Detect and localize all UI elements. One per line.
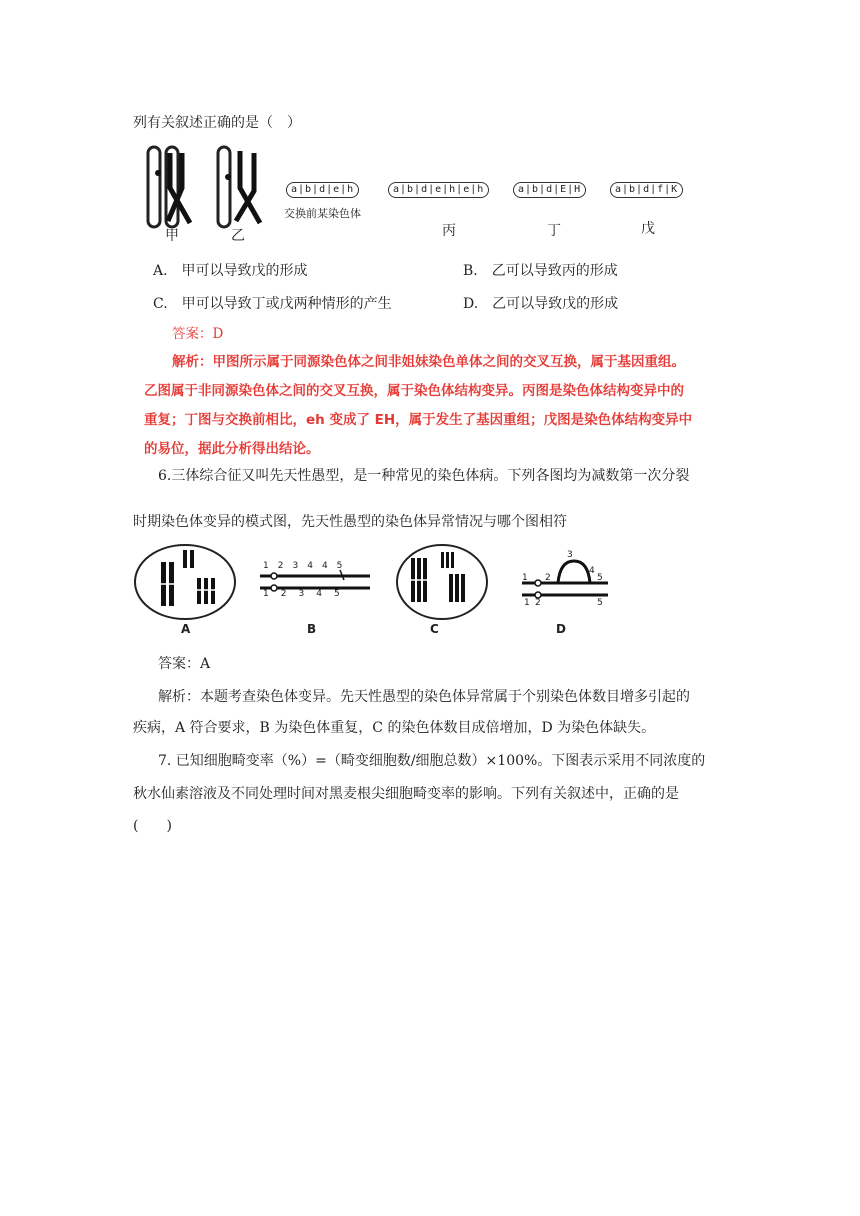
chromosome-bing: a|b|d|e|h|e|h bbox=[388, 182, 489, 198]
label-jia: 甲 bbox=[165, 228, 179, 244]
option-d: D. 乙可以导致戊的形成 bbox=[463, 296, 619, 312]
label-wu: 戊 bbox=[641, 221, 655, 237]
fig-d-num-2: 2 bbox=[545, 573, 551, 583]
fig-label-a: A bbox=[181, 622, 191, 636]
q7-line2: 秋水仙素溶液及不同处理时间对黑麦根尖细胞畸变率的影响。下列有关叙述中，正确的是 bbox=[133, 786, 679, 802]
fig-d-bottom-1: 1 bbox=[524, 598, 530, 608]
q6-analysis-line1: 解析：本题考查染色体变异。先天性愚型的染色体异常属于个别染色体数目增多引起的 bbox=[158, 689, 690, 705]
figure-a-trisomy bbox=[133, 542, 238, 622]
q7-line3: ( ) bbox=[133, 818, 172, 834]
caption-before: 交换前某染色体 bbox=[284, 207, 361, 220]
chromosome-ding: a|b|d|E|H bbox=[513, 182, 586, 198]
q5-analysis-line4: 的易位，据此分析得出结论。 bbox=[144, 441, 320, 457]
label-yi: 乙 bbox=[231, 228, 245, 244]
fig-d-bottom-5: 5 bbox=[597, 598, 603, 608]
option-c: C. 甲可以导致丁或戊两种情形的产生 bbox=[153, 296, 392, 312]
q6-stem-line2: 时期染色体变异的模式图，先天性愚型的染色体异常情况与哪个图相符 bbox=[133, 514, 567, 530]
chromosome-wu: a|b|d|f|K bbox=[610, 182, 683, 198]
fig-d-num-5: 5 bbox=[597, 573, 603, 583]
fig-b-top-numbers: 123445 bbox=[263, 561, 352, 571]
fig-d-num-3: 3 bbox=[567, 550, 573, 560]
label-ding: 丁 bbox=[547, 223, 561, 239]
option-a: A. 甲可以导致戊的形成 bbox=[153, 263, 308, 279]
fig-label-c: C bbox=[430, 622, 439, 636]
q7-line1: 7. 已知细胞畸变率（%）=（畸变细胞数/细胞总数）×100%。下图表示采用不同浓度的 bbox=[158, 753, 706, 769]
fig-label-d: D bbox=[556, 622, 566, 636]
figure-c-polyploid bbox=[395, 542, 490, 622]
q6-analysis-line2: 疾病，A 符合要求，B 为染色体重复，C 的染色体数目成倍增加，D 为染色体缺失。 bbox=[133, 720, 656, 736]
crossover-figure bbox=[140, 143, 280, 243]
fig-label-b: B bbox=[307, 622, 317, 636]
q6-stem-line1: 6.三体综合征又叫先天性愚型，是一种常见的染色体病。下列各图均为减数第一次分裂 bbox=[158, 468, 690, 484]
q6-answer: 答案：A bbox=[158, 656, 211, 672]
label-bing: 丙 bbox=[442, 223, 456, 239]
option-b: B. 乙可以导致丙的形成 bbox=[463, 263, 618, 279]
q5-answer: 答案：D bbox=[172, 326, 224, 342]
fig-d-num-1: 1 bbox=[522, 573, 528, 583]
q5-analysis-line2: 乙图属于非同源染色体之间的交叉互换，属于染色体结构变异。丙图是染色体结构变异中的 bbox=[144, 383, 684, 399]
fig-d-bottom-2: 2 bbox=[535, 598, 541, 608]
q5-analysis-line1: 解析：甲图所示属于同源染色体之间非姐妹染色单体之间的交叉互换，属于基因重组。 bbox=[172, 354, 685, 370]
q5-analysis-line3: 重复；丁图与交换前相比，eh 变成了 EH，属于发生了基因重组；戊图是染色体结构变异中 bbox=[144, 412, 693, 428]
fig-b-bottom-numbers: 12345 bbox=[263, 589, 352, 599]
fig-d-num-4: 4 bbox=[589, 566, 595, 576]
chromosome-before: a|b|d|e|h bbox=[286, 182, 359, 198]
q5-stem: 列有关叙述正确的是（ ） bbox=[133, 115, 301, 131]
